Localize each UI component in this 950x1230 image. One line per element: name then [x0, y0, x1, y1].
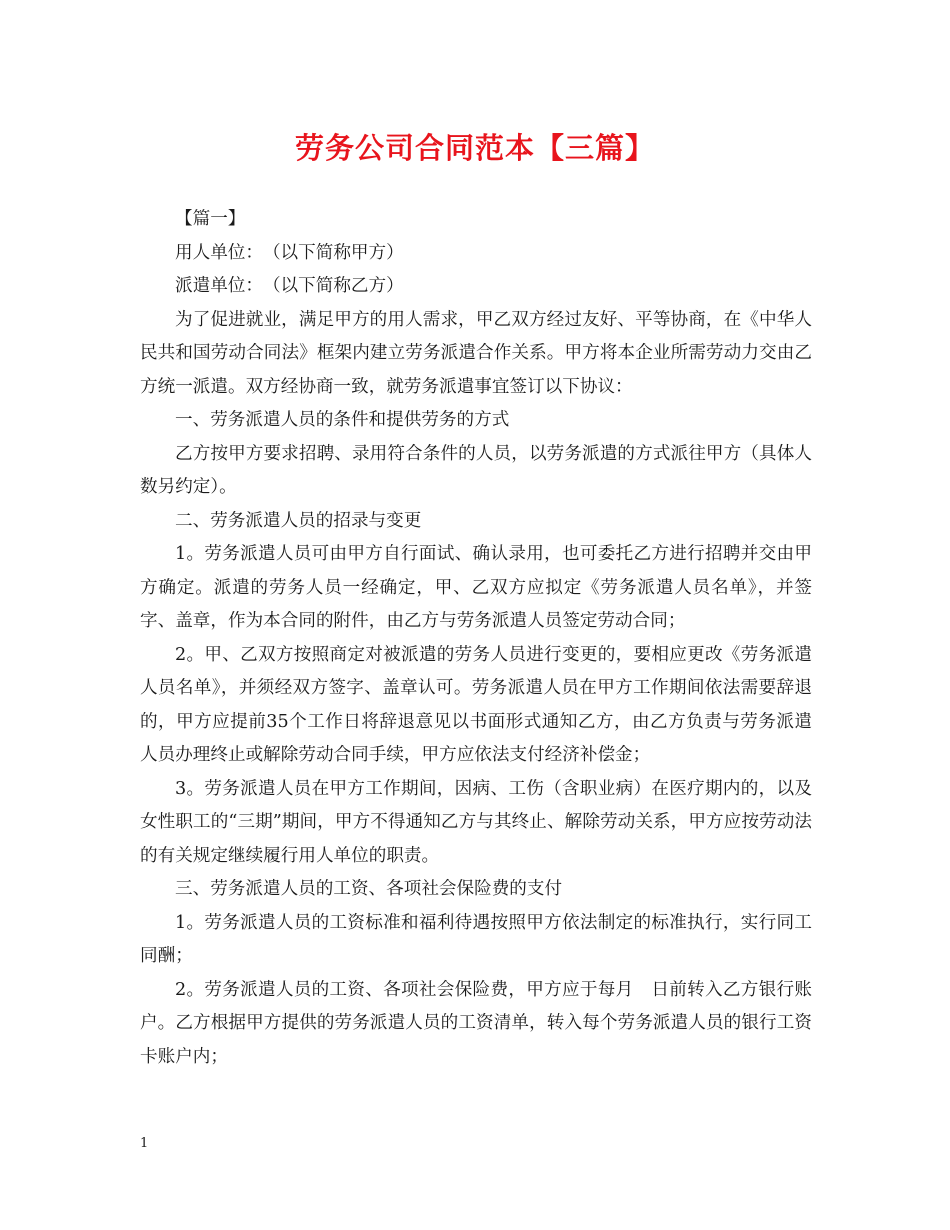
page-number: 1 [140, 1136, 149, 1151]
dispatcher-field-line: 派遣单位： （以下简称乙方） [175, 276, 404, 296]
document-title: 劳务公司合同范本【三篇】 [294, 131, 655, 165]
clause-1-paragraph: 乙方按甲方要求招聘、录用符合条件的人员，以劳务派遣的方式派往甲方（具体人数另约定）。 [140, 443, 812, 497]
clause-2-item-2: 2。甲、乙双方按照商定对被派遣的劳务人员进行变更的，要相应更改《劳务派遣人员名单》，并须经双方签字、盖章认可。劳务派遣人员在甲方工作期间依法需要辞退的，甲方应提前35个工作日将辞退意见以书面形式通知乙方，由乙方负责与劳务派遣人员办理终止或解除劳动合同手续，甲方应依法支付经济补偿金； [140, 644, 812, 765]
clause-heading-2: 二、劳务派遣人员的招录与变更 [175, 510, 422, 531]
document-body [140, 203, 812, 1074]
preamble-paragraph: 为了促进就业，满足甲方的用人需求，甲乙双方经过友好、平等协商，在《中华人民共和国劳动合同法》框架内建立劳务派遣合作关系。甲方将本企业所需劳动力交由乙方统一派遣。双方经协商一致，就劳务派遣事宜签订以下协议： [140, 309, 812, 397]
clause-heading-3: 三、劳务派遣人员的工资、各项社会保险费的支付 [175, 879, 563, 899]
employer-field-line: 用人单位： （以下简称甲方） [175, 242, 404, 263]
clause-3-item-2: 2。劳务派遣人员的工资、各项社会保险费，甲方应于每月 日前转入乙方银行账户。乙方根据甲方提供的劳务派遣人员的工资清单，转入每个劳务派遣人员的银行工资卡账户内； [140, 979, 812, 1067]
section-heading-part-one: 【篇一】 [175, 209, 246, 229]
clause-3-item-1: 1。劳务派遣人员的工资标准和福利待遇按照甲方依法制定的标准执行，实行同工同酬； [140, 912, 812, 966]
clause-2-item-3: 3。劳务派遣人员在甲方工作期间，因病、工伤（含职业病）在医疗期内的，以及女性职工的“三期”期间，甲方不得通知乙方与其终止、解除劳动关系，甲方应按劳动法的有关规定继续履行用人单位的职责。 [140, 778, 812, 866]
clause-heading-1: 一、劳务派遣人员的条件和提供劳务的方式 [175, 410, 510, 430]
clause-2-item-1: 1。劳务派遣人员可由甲方自行面试、确认录用，也可委托乙方进行招聘并交由甲方确定。派遣的劳务人员一经确定，甲、乙双方应拟定《劳务派遣人员名单》，并签字、盖章，作为本合同的附件，由乙方与劳务派遣人员签定劳动合同； [140, 544, 812, 631]
